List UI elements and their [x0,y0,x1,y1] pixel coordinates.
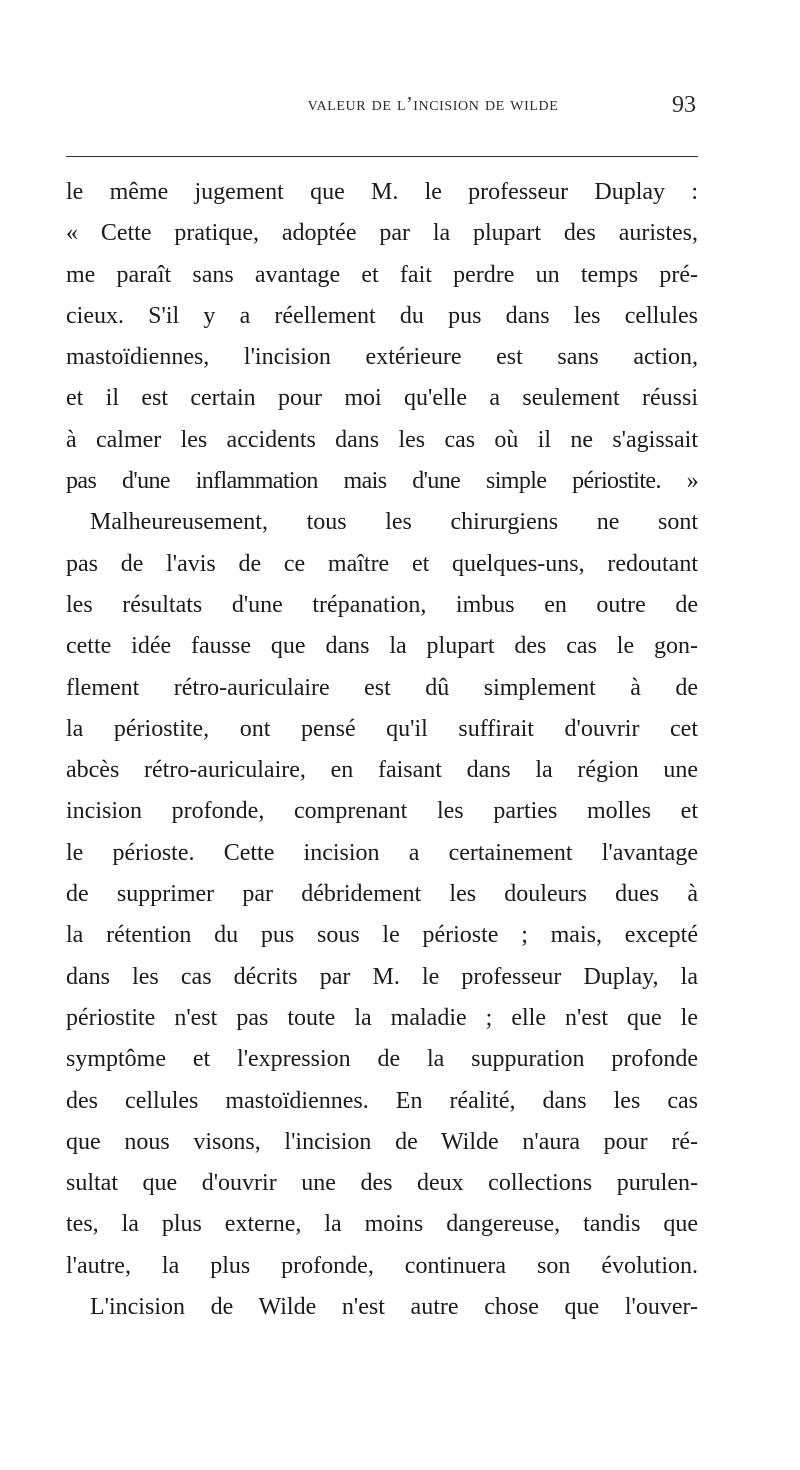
text-line: cette idée fausse que dans la plupart des cas le gon- [66,633,698,660]
text-line: les résultats d'une trépanation, imbus en outre de [66,591,698,618]
running-title: valeur de l’incision de wilde [307,94,559,115]
header-rule [66,156,698,157]
text-line: sultat que d'ouvrir une des deux collections purulen- [66,1170,698,1197]
text-line: l'autre, la plus profonde, continuera son évolution. [66,1252,698,1279]
text-line: symptôme et l'expression de la suppuration profonde [66,1046,698,1073]
text-line: flement rétro-auriculaire est dû simplement à de [66,674,698,701]
body-text [66,172,698,1328]
text-line: tes, la plus externe, la moins dangereuse, tandis que [66,1211,698,1238]
text-line: de supprimer par débridement les douleurs dues à [66,881,698,908]
text-line: et il est certain pour moi qu'elle a seulement réussi [66,385,698,412]
text-line: la rétention du pus sous le périoste ; mais, excepté [66,922,698,949]
text-line: la périostite, ont pensé qu'il suffirait d'ouvrir cet [66,715,698,742]
text-line: le périoste. Cette incision a certainement l'avantage [66,839,698,866]
text-line: cieux. S'il y a réellement du pus dans les cellules [66,302,698,329]
running-head [0,90,800,124]
text-line: « Cette pratique, adoptée par la plupart des auristes, [66,220,698,247]
text-line: incision profonde, comprenant les parties molles et [66,798,698,825]
text-line: mastoïdiennes, l'incision extérieure est sans action, [66,344,698,371]
text-line: abcès rétro-auriculaire, en faisant dans la région une [66,757,698,784]
text-line: me paraît sans avantage et fait perdre un temps pré- [66,261,698,288]
text-line: pas de l'avis de ce maître et quelques-uns, redoutant [66,550,698,577]
text-line: le même jugement que M. le professeur Duplay : [66,179,698,205]
text-line: des cellules mastoïdiennes. En réalité, dans les cas [66,1087,698,1114]
text-line: à calmer les accidents dans les cas où il ne s'agissait [66,426,698,453]
page-number: 93 [672,92,696,118]
text-line: L'incision de Wilde n'est autre chose que l'ouver- [90,1294,698,1321]
text-line: pas d'une inflammation mais d'une simple périostite. » [66,468,698,495]
text-line: que nous visons, l'incision de Wilde n'aura pour ré- [66,1128,698,1155]
text-line: dans les cas décrits par M. le professeur Duplay, la [66,963,698,990]
text-line: Malheureusement, tous les chirurgiens ne sont [90,509,698,536]
text-line: périostite n'est pas toute la maladie ; elle n'est que le [66,1004,698,1031]
